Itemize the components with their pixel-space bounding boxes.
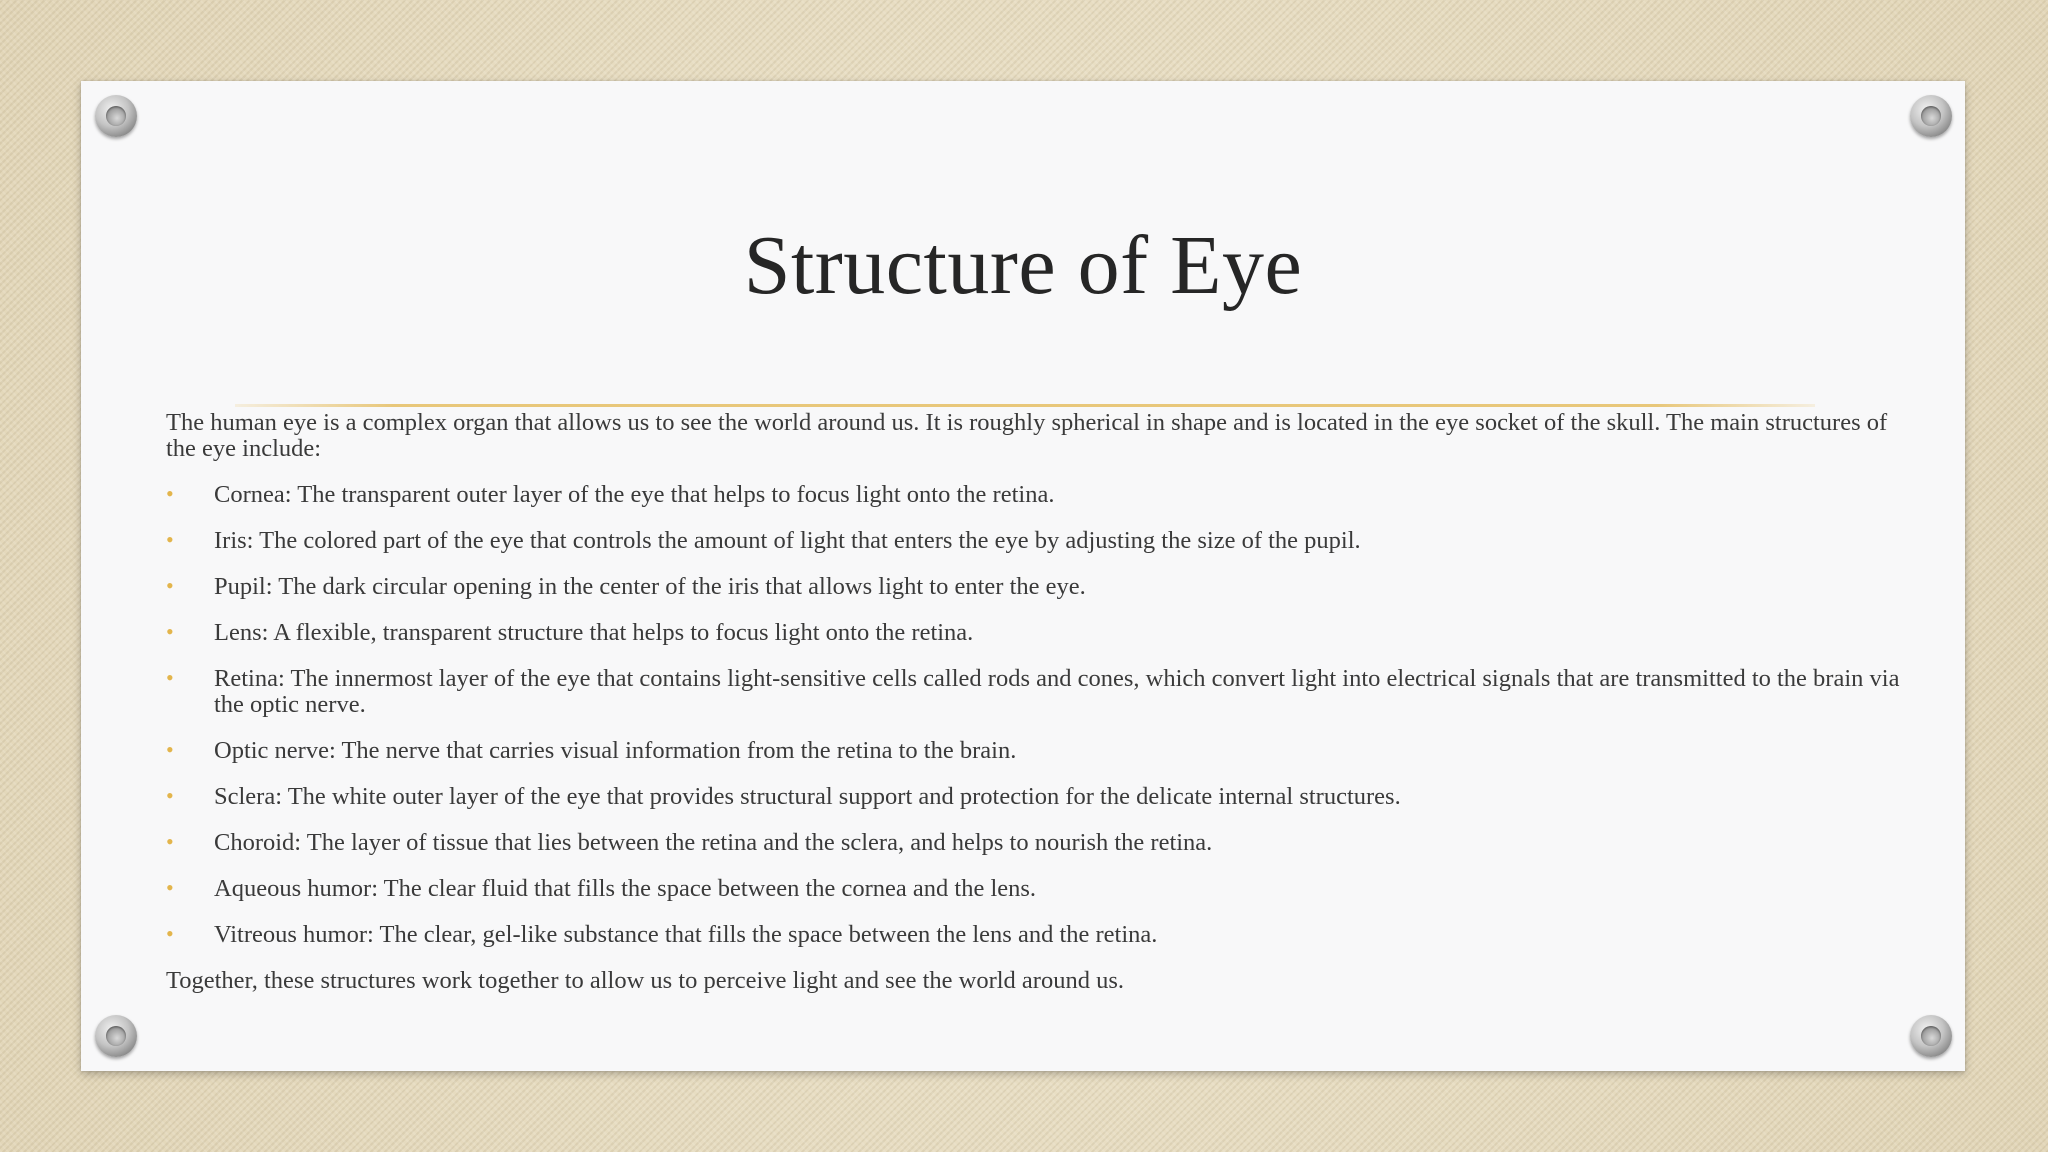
bullet-icon: • bbox=[166, 737, 174, 762]
list-item bbox=[166, 876, 1911, 902]
title-divider bbox=[235, 404, 1815, 407]
bullet-icon: • bbox=[166, 783, 174, 808]
list-item bbox=[166, 830, 1911, 856]
slide-body bbox=[166, 410, 1911, 994]
list-item-text: Sclera: The white outer layer of the eye that provides structural support and protection for the delicate internal structures. bbox=[214, 783, 1401, 810]
list-item bbox=[166, 482, 1911, 508]
slide-title: Structure of Eye bbox=[743, 219, 1303, 312]
list-item bbox=[166, 620, 1911, 646]
list-item-text: Choroid: The layer of tissue that lies between the retina and the sclera, and helps to nourish the retina. bbox=[214, 829, 1213, 856]
structure-list bbox=[166, 482, 1911, 948]
intro-paragraph: The human eye is a complex organ that allows us to see the world around us. It is roughly spherical in shape and is located in the eye socket of the skull. The main structures of the eye include: bbox=[166, 409, 1888, 462]
list-item-text: Lens: A flexible, transparent structure that helps to focus light onto the retina. bbox=[214, 619, 974, 646]
grommet-icon bbox=[1910, 1015, 1952, 1057]
list-item-text: Retina: The innermost layer of the eye that contains light-sensitive cells called rods and cones, which convert light into electrical signals that are transmitted to the brain via the optic nerve. bbox=[214, 665, 1900, 718]
list-item bbox=[166, 528, 1911, 554]
bullet-icon: • bbox=[166, 573, 174, 598]
list-item bbox=[166, 574, 1911, 600]
list-item bbox=[166, 666, 1911, 718]
bullet-icon: • bbox=[166, 829, 174, 854]
list-item-text: Vitreous humor: The clear, gel-like substance that fills the space between the lens and the retina. bbox=[214, 921, 1158, 948]
bullet-icon: • bbox=[166, 481, 174, 506]
list-item-text: Aqueous humor: The clear fluid that fills the space between the cornea and the lens. bbox=[214, 875, 1037, 902]
list-item bbox=[166, 922, 1911, 948]
bullet-icon: • bbox=[166, 921, 174, 946]
grommet-icon bbox=[95, 1015, 137, 1057]
list-item bbox=[166, 784, 1911, 810]
list-item-text: Optic nerve: The nerve that carries visual information from the retina to the brain. bbox=[214, 737, 1017, 764]
list-item-text: Cornea: The transparent outer layer of the eye that helps to focus light onto the retina. bbox=[214, 481, 1055, 508]
list-item-text: Pupil: The dark circular opening in the center of the iris that allows light to enter the eye. bbox=[214, 573, 1086, 600]
outro-paragraph: Together, these structures work together to allow us to perceive light and see the world around us. bbox=[166, 967, 1124, 994]
grommet-icon bbox=[1910, 95, 1952, 137]
list-item bbox=[166, 738, 1911, 764]
grommet-icon bbox=[95, 95, 137, 137]
bullet-icon: • bbox=[166, 619, 174, 644]
bullet-icon: • bbox=[166, 527, 174, 552]
bullet-icon: • bbox=[166, 665, 174, 690]
bullet-icon: • bbox=[166, 875, 174, 900]
list-item-text: Iris: The colored part of the eye that controls the amount of light that enters the eye by adjusting the size of the pupil. bbox=[214, 527, 1361, 554]
